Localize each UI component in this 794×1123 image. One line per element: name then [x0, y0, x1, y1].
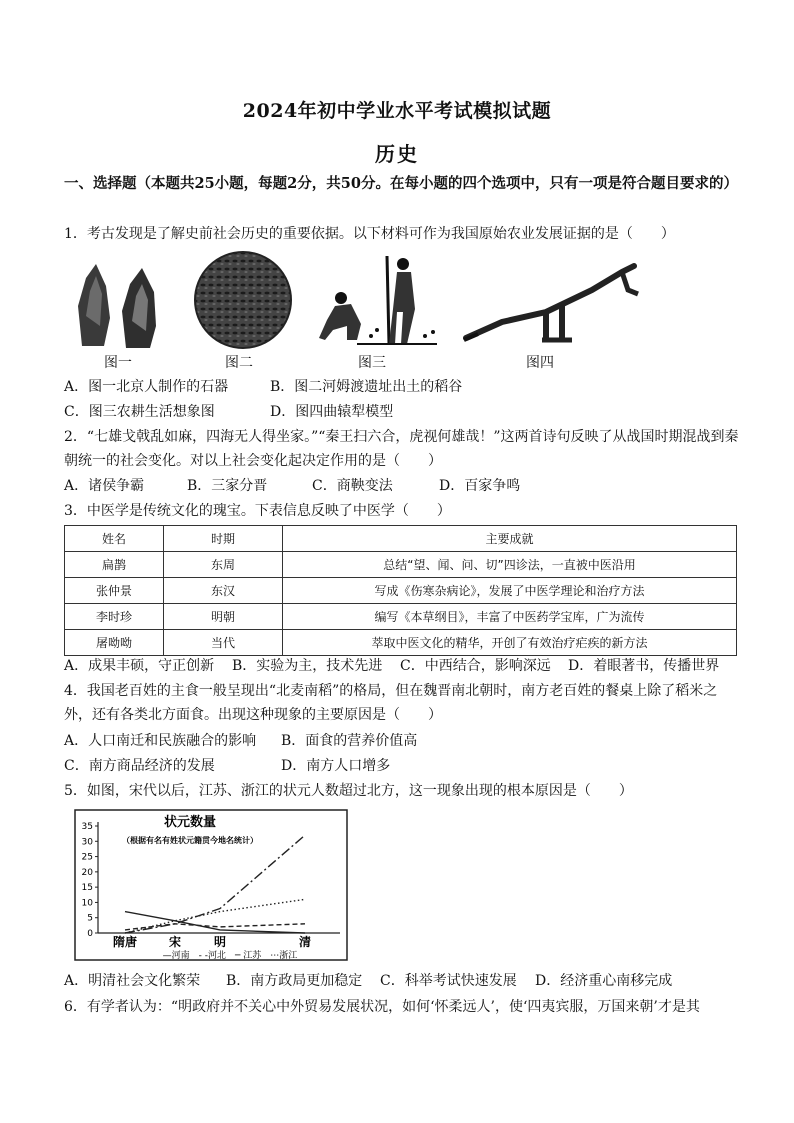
question-3-options	[64, 654, 744, 678]
table-row	[65, 604, 737, 630]
y-tick-label: 25	[81, 852, 93, 863]
question-5-options	[64, 969, 744, 993]
option-a[interactable]: A．图一北京人制作的石器	[64, 379, 229, 395]
option-a[interactable]: A．人口南迁和民族融合的影响	[64, 733, 257, 749]
question-5-stem: 5．如图，宋代以后，江苏、浙江的状元人数超过北方，这一现象出现的根本原因是（ ）	[64, 783, 633, 799]
table-header-row	[65, 526, 737, 552]
option-a[interactable]: A．成果丰硕，守正创新	[64, 658, 215, 674]
y-tick-label: 15	[81, 883, 93, 894]
zhuangyuan-chart	[70, 808, 350, 963]
stone-tools-image	[72, 256, 172, 351]
chart-subtitle: （根据有名有姓状元籍贯今地名统计）	[122, 835, 258, 845]
medicine-table	[64, 525, 737, 656]
figure-2-label: 图二	[225, 355, 253, 371]
table-cell: 编写《本草纲目》，丰富了中医药学宝库，广为流传	[283, 604, 737, 630]
table-cell: 东汉	[164, 578, 283, 604]
option-b[interactable]: B．三家分晋	[187, 478, 268, 494]
x-tick-label: 隋唐	[112, 935, 138, 949]
question-2-options	[64, 474, 744, 498]
question-1-figures	[72, 250, 672, 375]
table-cell: 扁鹊	[65, 552, 164, 578]
option-d[interactable]: D．百家争鸣	[439, 478, 521, 494]
chart-legend: —河南 - -河北 ─ 江苏 ⋯浙江	[162, 951, 298, 961]
series-line-江苏	[125, 835, 305, 933]
option-a[interactable]: A．明清社会文化繁荣	[64, 973, 201, 989]
y-tick-label: 35	[81, 822, 93, 832]
x-tick-label: 明	[213, 935, 227, 949]
option-d[interactable]: D．图四曲辕犁模型	[270, 404, 394, 420]
option-b[interactable]: B．面食的营养价值高	[281, 733, 418, 749]
question-6-stem: 6．有学者认为：“明政府并不关心中外贸易发展状况，如何‘怀柔远人’，使‘四夷宾服，万国来朝’才是其	[64, 999, 700, 1015]
table-header-cell: 姓名	[65, 526, 164, 552]
option-b[interactable]: B．图二河姆渡遗址出土的稻谷	[270, 379, 463, 395]
table-row	[65, 578, 737, 604]
y-tick-label: 10	[81, 898, 93, 909]
option-c[interactable]: C．中西结合，影响深远	[400, 658, 551, 674]
table-row	[65, 630, 737, 656]
figure-1-label: 图一	[104, 355, 132, 371]
x-tick-label: 宋	[168, 935, 182, 949]
option-a[interactable]: A．诸侯争霸	[64, 478, 145, 494]
table-header-cell: 时期	[164, 526, 283, 552]
figure-4-label: 图四	[526, 355, 554, 371]
table-row	[65, 552, 737, 578]
table-cell: 张仲景	[65, 578, 164, 604]
series-line-河南	[125, 912, 305, 933]
table-cell: 总结“望、闻、问、切”四诊法，一直被中医沿用	[283, 552, 737, 578]
question-4-options-row1	[64, 729, 744, 753]
option-b[interactable]: B．南方政局更加稳定	[226, 973, 363, 989]
y-tick-label: 20	[81, 867, 93, 878]
farming-scene-image	[317, 254, 447, 350]
y-tick-label: 30	[81, 837, 93, 848]
plow-model-image	[462, 260, 642, 345]
y-tick-label: 0	[87, 929, 93, 939]
x-tick-label: 清	[298, 935, 312, 949]
section-heading: 一、选择题（本题共25小题，每题2分，共50分。在每小题的四个选项中，只有一项是符合题目要求的）	[64, 175, 738, 192]
table-header-cell: 主要成就	[283, 526, 737, 552]
option-c[interactable]: C．科举考试快速发展	[380, 973, 517, 989]
rice-grains-image	[192, 250, 294, 350]
question-1-options-row1	[64, 375, 744, 399]
option-b[interactable]: B．实验为主，技术先进	[232, 658, 383, 674]
table-cell: 屠呦呦	[65, 630, 164, 656]
question-4-stem: 4．我国老百姓的主食一般呈现出“北麦南稻”的格局，但在魏晋南北朝时，南方老百姓的餐桌上除了稻米之外，还有各类北方面食。出现这种现象的主要原因是（ ）	[64, 683, 718, 723]
table-cell: 当代	[164, 630, 283, 656]
question-4-options-row2	[64, 754, 744, 778]
option-c[interactable]: C．南方商品经济的发展	[64, 758, 215, 774]
chart-title: 状元数量	[163, 815, 217, 830]
option-d[interactable]: D．经济重心南移完成	[535, 973, 673, 989]
question-3-stem: 3．中医学是传统文化的瑰宝。下表信息反映了中医学（ ）	[64, 503, 451, 519]
table-cell: 写成《伤寒杂病论》，发展了中医学理论和治疗方法	[283, 578, 737, 604]
option-c[interactable]: C．商鞅变法	[312, 478, 393, 494]
table-cell: 东周	[164, 552, 283, 578]
page-title: 2024年初中学业水平考试模拟试题	[242, 100, 552, 122]
question-1-options-row2	[64, 400, 744, 424]
subject-title: 历史	[375, 142, 419, 166]
option-d[interactable]: D．南方人口增多	[281, 758, 391, 774]
table-cell: 李时珍	[65, 604, 164, 630]
question-2-stem: 2．“七雄戈戟乱如麻，四海无人得坐家。”“秦王扫六合，虎视何雄哉！”这两首诗句反映了从战国时期混战到秦朝统一的社会变化。对以上社会变化起决定作用的是（ ）	[64, 429, 739, 469]
y-tick-label: 5	[87, 913, 93, 924]
table-cell: 萃取中医文化的精华，开创了有效治疗疟疾的新方法	[283, 630, 737, 656]
question-1-stem: 1．考古发现是了解史前社会历史的重要依据。以下材料可作为我国原始农业发展证据的是（ ）	[64, 226, 675, 242]
table-cell: 明朝	[164, 604, 283, 630]
figure-3-label: 图三	[358, 355, 386, 371]
option-d[interactable]: D．着眼著书，传播世界	[568, 658, 720, 674]
option-c[interactable]: C．图三农耕生活想象图	[64, 404, 215, 420]
